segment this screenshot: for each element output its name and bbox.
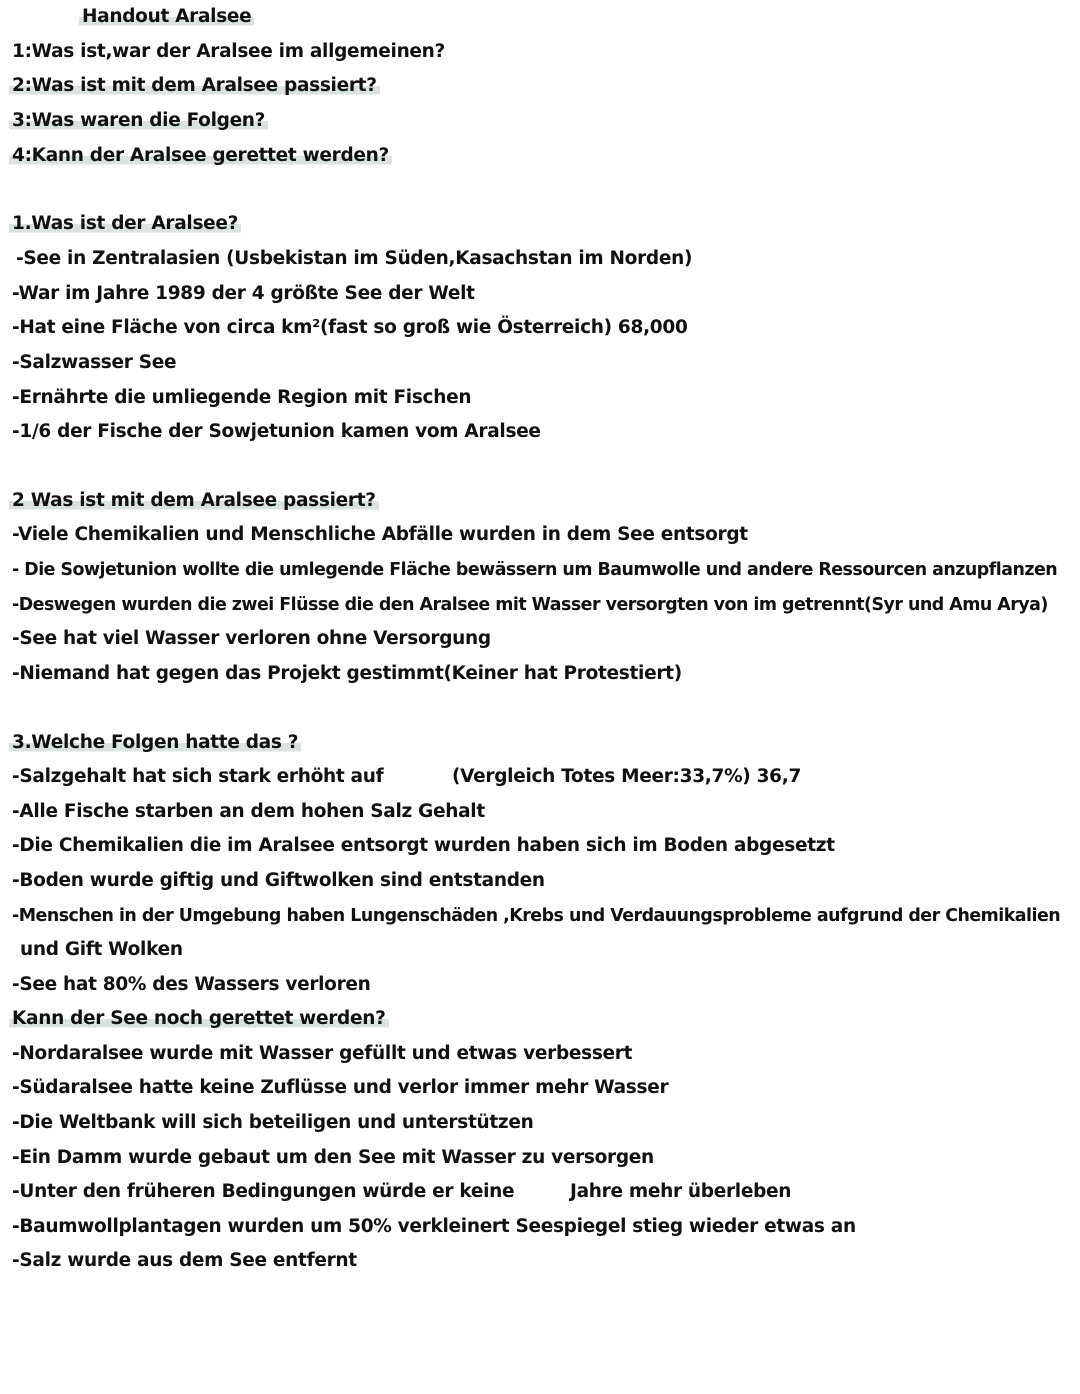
list-item: -Menschen in der Umgebung haben Lungenschäden ,Krebs und Verdauungsprobleme aufgrund der Chemikalien: [12, 906, 1061, 926]
list-item: -Südaralsee hatte keine Zuflüsse und verlor immer mehr Wasser: [12, 1077, 669, 1098]
toc-item: 2:Was ist mit dem Aralsee passiert?: [12, 74, 380, 98]
section-heading: 3.Welche Folgen hatte das ?: [12, 731, 301, 755]
list-item: -Salz wurde aus dem See entfernt: [12, 1250, 357, 1271]
list-item: -Niemand hat gegen das Projekt gestimmt(Keiner hat Protestiert): [12, 663, 682, 684]
list-item: -Baumwollplantagen wurden um 50% verkleinert Seespiegel stieg wieder etwas an: [12, 1216, 856, 1237]
list-item: -Deswegen wurden die zwei Flüsse die den Aralsee mit Wasser versorgten von im getrennt(Syr und Amu Arya): [12, 595, 1048, 615]
page-title: Handout Aralsee: [82, 5, 254, 29]
section-heading: 2 Was ist mit dem Aralsee passiert?: [12, 489, 379, 513]
list-item: -Die Weltbank will sich beteiligen und unterstützen: [12, 1112, 534, 1133]
list-item: -Boden wurde giftig und Giftwolken sind entstanden: [12, 870, 545, 891]
list-item-continuation: und Gift Wolken: [20, 939, 183, 960]
list-item: -Nordaralsee wurde mit Wasser gefüllt und etwas verbessert: [12, 1043, 633, 1064]
list-item: - Die Sowjetunion wollte die umlegende Fläche bewässern um Baumwolle und andere Ressourcen anzupflanzen: [12, 560, 1058, 580]
list-item: -Die Chemikalien die im Aralsee entsorgt wurden haben sich im Boden abgesetzt: [12, 835, 835, 856]
section-heading: 1.Was ist der Aralsee?: [12, 212, 241, 236]
salt-comparison: (Vergleich Totes Meer:33,7%) 36,7: [452, 766, 802, 787]
toc-item: 1:Was ist,war der Aralsee im allgemeinen?: [12, 41, 445, 62]
list-item: -Ernährte die umliegende Region mit Fischen: [12, 387, 472, 408]
section-heading: Kann der See noch gerettet werden?: [12, 1007, 389, 1031]
list-item: -See hat viel Wasser verloren ohne Versorgung: [12, 628, 491, 649]
list-item: -War im Jahre 1989 der 4 größte See der Welt: [12, 283, 475, 304]
list-item: -Salzwasser See: [12, 352, 177, 373]
list-item: -1/6 der Fische der Sowjetunion kamen vom Aralsee: [12, 421, 541, 442]
list-item: -Alle Fische starben an dem hohen Salz Gehalt: [12, 801, 485, 822]
list-item: -Viele Chemikalien und Menschliche Abfälle wurden in dem See entsorgt: [12, 524, 748, 545]
toc-item: 3:Was waren die Folgen?: [12, 109, 268, 133]
list-item: -Salzgehalt hat sich stark erhöht auf: [12, 766, 384, 787]
list-item: -Unter den früheren Bedingungen würde er keine: [12, 1181, 515, 1202]
toc-item: 4:Kann der Aralsee gerettet werden?: [12, 144, 392, 168]
list-item: -Hat eine Fläche von circa km²(fast so groß wie Österreich) 68,000: [12, 317, 688, 338]
list-item: -See in Zentralasien (Usbekistan im Süden,Kasachstan im Norden): [16, 248, 693, 269]
list-item-tail: Jahre mehr überleben: [570, 1181, 792, 1202]
list-item: -Ein Damm wurde gebaut um den See mit Wasser zu versorgen: [12, 1147, 654, 1168]
list-item: -See hat 80% des Wassers verloren: [12, 974, 371, 995]
